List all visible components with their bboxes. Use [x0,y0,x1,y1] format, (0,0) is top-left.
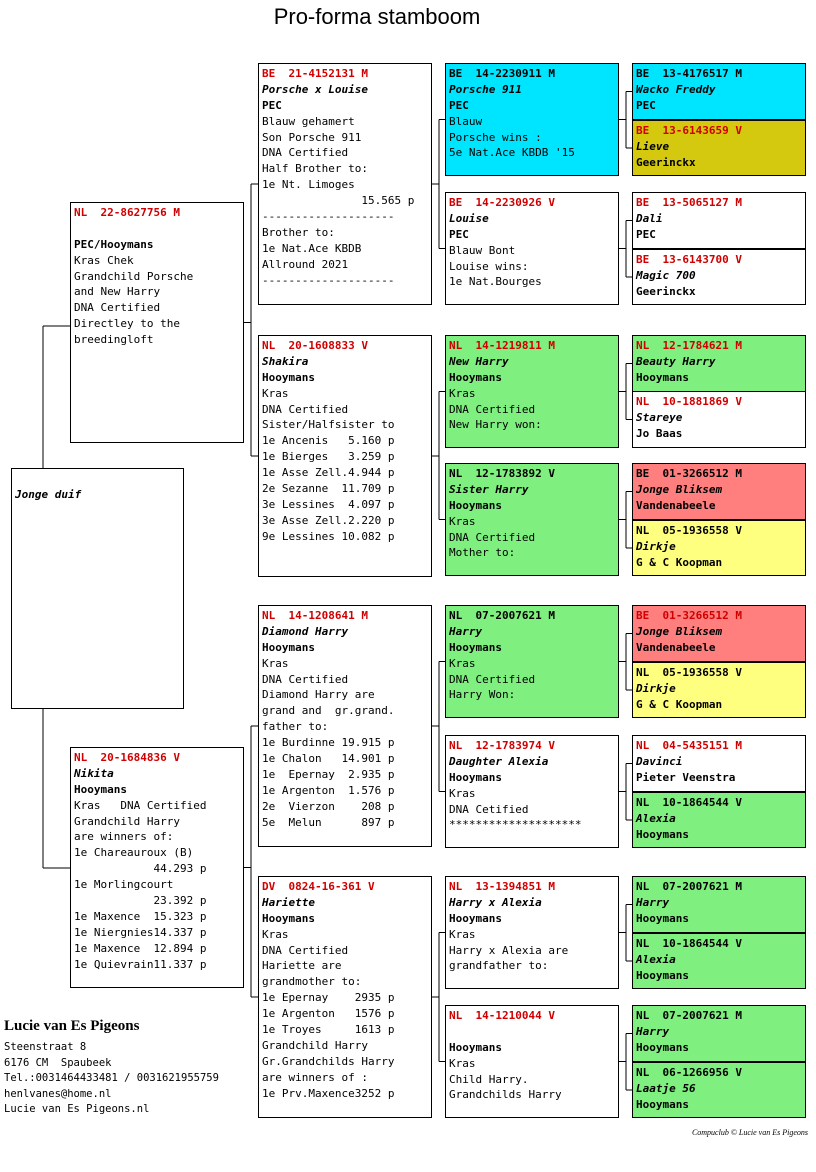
breeder-name: Hooymans [262,370,315,384]
info-line: Gr.Grandchilds Harry [262,1054,395,1068]
info-line: Brother to: [262,225,335,239]
pigeon-card-g14 [632,933,806,989]
pigeon-card-mmf [445,876,619,989]
info-line: Kras [262,927,289,941]
pigeon-card-ffm [445,192,619,305]
info-line: 1e Chareauroux (B) [74,846,194,860]
pigeon-card-g16 [632,1062,806,1118]
info-line: 2e Vierzon 208 p [262,799,395,813]
breeder-name: Hooymans [262,640,315,654]
info-line: 1e Epernay 2.935 p [262,767,395,781]
info-line: DNA Certified [74,301,161,315]
info-line: are winners of: [74,830,174,844]
ring-number: NL 07-2007621 M [636,1009,742,1022]
pigeon-card-g12 [632,792,806,848]
info-line: Kras [262,656,289,670]
info-line: 1e Nat.Bourges [449,275,542,289]
info-line: -------------------- [262,273,395,287]
pigeon-card-g9 [632,605,806,662]
pigeon-name: Diamond Harry [262,624,349,638]
ring-number: NL 07-2007621 M [636,880,742,893]
info-line: Directley to the [74,317,180,331]
pigeon-name: Jonge Bliksem [636,624,723,638]
breeder-name: Vandenabeele [636,640,716,654]
info-line: 3e Lessines 4.097 p [262,497,395,511]
info-line: 1e Argenton 1.576 p [262,783,395,797]
info-line: New Harry won: [449,418,542,432]
info-line: 1e Argenton 1576 p [262,1007,395,1021]
info-line: Diamond Harry are [262,688,375,702]
info-line: 1e Troyes 1613 p [262,1023,395,1037]
info-line: 1e Prv.Maxence3252 p [262,1086,395,1100]
info-line: Kras [449,1056,476,1070]
info-line: 1e Quievrain11.337 p [74,957,207,971]
ring-number: NL 20-1684836 V [74,751,180,764]
pigeon-name: Harry [636,895,670,909]
pigeon-card-fm [258,335,432,577]
pigeon-card-subject [11,468,184,709]
breeder-name: Hooymans [449,370,502,384]
info-line: Harry x Alexia are [449,943,569,957]
info-line: 1e Maxence 12.894 p [74,941,207,955]
pigeon-card-g7 [632,463,806,520]
breeder-name: Hooymans [449,640,502,654]
info-line [74,221,243,237]
pigeon-name: Harry [449,624,483,638]
ring-number: BE 13-6143700 V [636,253,742,266]
info-line: 1e Maxence 15.323 p [74,909,207,923]
breeder-name: Hooymans [636,370,689,384]
breeder-name: Hooymans [449,1040,502,1054]
info-line: Mother to: [449,546,516,560]
pigeon-name: Louise [449,211,489,225]
info-line: 1e Nat.Ace KBDB [262,241,362,255]
pigeon-card-mmm [445,1005,619,1118]
breeder-name: Vandenabeele [636,498,716,512]
info-line: DNA Certified [262,146,349,160]
pigeon-card-f [70,202,244,443]
pigeon-card-mf [258,605,432,847]
ring-number: NL 04-5435151 M [636,739,742,752]
breeder-name: Jo Baas [636,426,683,440]
pigeon-name: Hariette [262,895,315,909]
info-line: DNA Certified [262,672,349,686]
ring-number: NL 10-1864544 V [636,937,742,950]
info-line: Blauw Bont [449,243,516,257]
info-line: Child Harry. [449,1072,529,1086]
info-line: 1e Epernay 2935 p [262,991,395,1005]
pigeon-name: Nikita [74,766,114,780]
info-line: DNA Certified [262,943,349,957]
info-line: Kras [449,386,476,400]
info-line: 44.293 p [74,862,207,876]
info-line: 1e Ancenis 5.160 p [262,434,395,448]
pigeon-name: Jonge Bliksem [636,482,723,496]
pigeon-card-mm [258,876,432,1118]
ring-number: NL 12-1783974 V [449,739,555,752]
info-line: Blauw gehamert [262,114,355,128]
breeder-name: PEC [636,98,656,112]
pigeon-name: Alexia [636,952,676,966]
pigeon-card-g5 [632,335,806,392]
info-line: Kras [449,786,476,800]
info-line: DNA Cetified [449,802,529,816]
info-line: 1e Niergnies14.337 p [74,925,207,939]
pigeon-name: Dirkje [636,681,676,695]
info-line: Grandchilds Harry [449,1088,562,1102]
ring-number: BE 01-3266512 M [636,467,742,480]
breeder-name: PEC/Hooymans [74,237,154,251]
ring-number: NL 14-1210044 V [449,1009,555,1022]
info-line: grandfather to: [449,959,549,973]
info-line: 1e Morlingcourt [74,878,174,892]
pigeon-name: Porsche x Louise [262,82,368,96]
pigeon-name: Harry x Alexia [449,895,542,909]
ring-number: BE 13-6143659 V [636,124,742,137]
pigeon-name: New Harry [449,354,509,368]
info-line: 9e Lessines 10.082 p [262,529,395,543]
ring-number: NL 06-1266956 V [636,1066,742,1079]
info-line: breedingloft [74,333,154,347]
info-line: 5e Melun 897 p [262,815,395,829]
breeder-name: Geerinckx [636,155,696,169]
pigeon-card-g1 [632,63,806,120]
breeder-name: Hooymans [636,827,689,841]
breeder-name: PEC [449,98,469,112]
pigeon-card-g10 [632,662,806,718]
pigeon-name: Wacko Freddy [636,82,716,96]
pigeon-card-g2 [632,120,806,176]
pigeon-card-g6 [632,391,806,448]
owner-phone: Tel.:0031464433481 / 0031621955759 [4,1072,219,1085]
owner-block [4,1018,254,1118]
info-line: Porsche wins : [449,130,542,144]
info-line: Kras [449,656,476,670]
footer-credit: Compuclub © Lucie van Es Pigeons [691,1128,808,1137]
breeder-name: Hooymans [636,1040,689,1054]
pigeon-card-fmf [445,335,619,448]
ring-number: NL 14-1208641 M [262,609,368,622]
ring-number: BE 21-4152131 M [262,67,368,80]
breeder-name: Hooymans [636,968,689,982]
ring-number: BE 14-2230911 M [449,67,555,80]
breeder-name: Hooymans [74,782,127,796]
ring-number: NL 14-1219811 M [449,339,555,352]
info-line: are winners of : [262,1070,368,1084]
pigeon-card-ff [258,63,432,305]
pigeon-name: Daughter Alexia [449,754,549,768]
owner-website: Lucie van Es Pigeons.nl [4,1103,150,1116]
breeder-name: Hooymans [449,498,502,512]
breeder-name: Geerinckx [636,284,696,298]
info-line: 3e Asse Zell.2.220 p [262,513,395,527]
page-title: Pro-forma stamboom [273,4,481,29]
info-line: 23.392 p [74,894,207,908]
pigeon-card-g13 [632,876,806,933]
ring-number: NL 10-1864544 V [636,796,742,809]
info-line: Allround 2021 [262,257,349,271]
breeder-name: G & C Koopman [636,555,723,569]
info-line: ******************** [449,818,582,832]
info-line: DNA Certified [449,530,536,544]
info-line: 1e Burdinne 19.915 p [262,736,395,750]
breeder-name: Hooymans [636,911,689,925]
pigeon-name: Beauty Harry [636,354,716,368]
breeder-name: PEC [636,227,656,241]
info-line [15,471,183,487]
pigeon-name: Sister Harry [449,482,529,496]
info-line: -------------------- [262,210,395,224]
pigeon-name: Alexia [636,811,676,825]
owner-name: Lucie van Es Pigeons [4,1018,140,1034]
info-line: 1e Nt. Limoges [262,178,355,192]
pigeon-card-mfm [445,735,619,848]
info-line: Kras [262,386,289,400]
breeder-name: PEC [262,98,282,112]
ring-number: NL 10-1881869 V [636,395,742,408]
pigeon-name: Laatje 56 [636,1081,696,1095]
info-line: grand and gr.grand. [262,704,395,718]
owner-email: henlvanes@home.nl [4,1087,112,1100]
owner-postcode: 6176 CM Spaubeek [4,1056,112,1069]
owner-address: Steenstraat 8 [4,1041,87,1053]
pigeon-card-g15 [632,1005,806,1062]
pigeon-card-g4 [632,249,806,305]
ring-number: BE 13-5065127 M [636,196,742,209]
info-line: Grandchild Porsche [74,269,194,283]
pigeon-card-fmm [445,463,619,576]
ring-number: DV 0824-16-361 V [262,880,375,893]
breeder-name: Hooymans [449,911,502,925]
info-line: father to: [262,720,329,734]
pigeon-name: Harry [636,1024,670,1038]
ring-number: BE 13-4176517 M [636,67,742,80]
ring-number: BE 14-2230926 V [449,196,555,209]
info-line: Grandchild Harry [262,1038,368,1052]
info-line: DNA Certified [449,672,536,686]
breeder-name: G & C Koopman [636,697,723,711]
breeder-name: Hooymans [262,911,315,925]
info-line: Sister/Halfsister to [262,418,395,432]
pigeon-name: Shakira [262,354,309,368]
info-line: grandmother to: [262,975,362,989]
info-line: Kras Chek [74,253,134,267]
pigeon-card-m [70,747,244,988]
ring-number: BE 01-3266512 M [636,609,742,622]
info-line: DNA Certified [449,402,536,416]
pigeon-name: Dali [636,211,663,225]
pigeon-name: Magic 700 [636,268,696,282]
info-line: 2e Sezanne 11.709 p [262,482,395,496]
info-line: Kras [449,514,476,528]
breeder-name: Hooymans [449,770,502,784]
info-line: 1e Bierges 3.259 p [262,450,395,464]
pigeon-name: Porsche 911 [449,82,522,96]
pigeon-card-mff [445,605,619,718]
info-line: Louise wins: [449,259,529,273]
pigeon-card-fff [445,63,619,176]
info-line: Kras DNA Certified [74,798,207,812]
ring-number: NL 12-1784621 M [636,339,742,352]
info-line: 1e Asse Zell.4.944 p [262,466,395,480]
pigeon-card-g11 [632,735,806,792]
info-line: Kras [449,927,476,941]
info-line [449,1024,618,1040]
ring-number: NL 07-2007621 M [449,609,555,622]
pigeon-name: Davinci [636,754,683,768]
breeder-name: PEC [449,227,469,241]
ring-number: NL 22-8627756 M [74,206,180,219]
info-line: Harry Won: [449,688,516,702]
info-line: 1e Chalon 14.901 p [262,752,395,766]
ring-number: NL 20-1608833 V [262,339,368,352]
ring-number: NL 05-1936558 V [636,666,742,679]
pigeon-card-g3 [632,192,806,249]
pigeon-name: Dirkje [636,539,676,553]
pigeon-name: Lieve [636,139,670,153]
pigeon-name: Stareye [636,410,683,424]
ring-number: NL 05-1936558 V [636,524,742,537]
info-line: Half Brother to: [262,162,368,176]
info-line: Hariette are [262,959,342,973]
pigeon-name: Jonge duif [15,487,82,501]
info-line: Grandchild Harry [74,814,180,828]
info-line: 15.565 p [262,194,415,208]
ring-number: NL 13-1394851 M [449,880,555,893]
info-line: Son Porsche 911 [262,130,362,144]
info-line: and New Harry [74,285,161,299]
breeder-name: Pieter Veenstra [636,770,736,784]
ring-number: NL 12-1783892 V [449,467,555,480]
pigeon-card-g8 [632,520,806,576]
breeder-name: Hooymans [636,1097,689,1111]
info-line: DNA Certified [262,402,349,416]
info-line: 5e Nat.Ace KBDB '15 [449,146,575,160]
info-line: Blauw [449,114,483,128]
